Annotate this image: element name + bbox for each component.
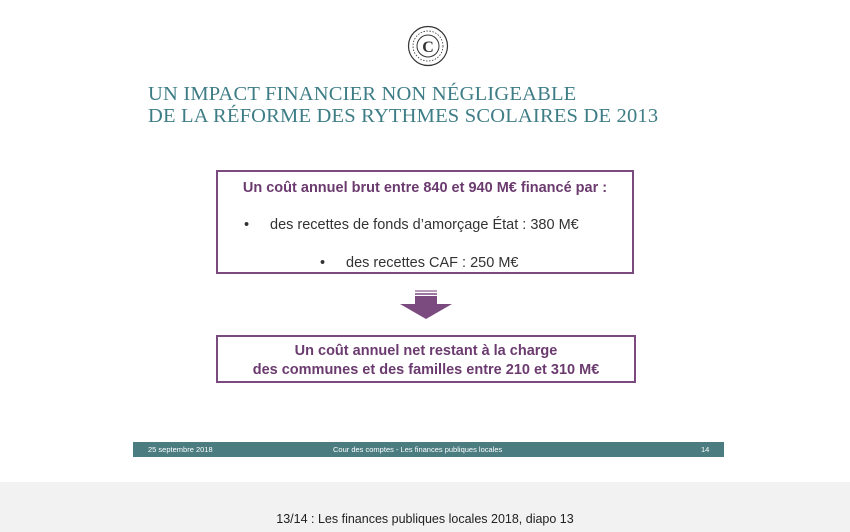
cour-des-comptes-logo <box>407 25 449 67</box>
bullet-item <box>320 255 518 271</box>
bullet-item <box>244 217 579 233</box>
net-cost-line-2: des communes et des familles entre 210 et 310 M€ <box>252 362 600 378</box>
bullet-text: des recettes CAF : 250 M€ <box>346 255 519 271</box>
footer-page-number: 14 <box>701 445 710 454</box>
caption-bar <box>0 482 850 532</box>
net-cost-line-1: Un coût annuel net restant à la charge <box>294 343 558 359</box>
slide-footer <box>133 442 724 457</box>
slide-caption: 13/14 : Les finances publiques locales 2018, diapo 13 <box>276 512 574 526</box>
slide-title <box>148 83 788 127</box>
title-line-1: UN IMPACT FINANCIER NON NÉGLIGEABLE <box>148 83 577 105</box>
net-cost-box <box>216 335 636 383</box>
gross-cost-heading: Un coût annuel brut entre 840 et 940 M€ financé par : <box>242 180 608 196</box>
bullet-dot-icon: • <box>320 255 326 271</box>
footer-center: Cour des comptes - Les finances publiques locales <box>333 445 503 454</box>
down-arrow-icon <box>396 290 456 320</box>
logo-letter: C <box>422 39 434 56</box>
title-line-2: DE LA RÉFORME DES RYTHMES SCOLAIRES DE 2013 <box>148 105 659 127</box>
bullet-dot-icon: • <box>244 217 250 233</box>
bullet-text: des recettes de fonds d’amorçage État : 380 M€ <box>270 217 579 233</box>
gross-cost-box <box>216 170 634 274</box>
footer-date: 25 septembre 2018 <box>148 445 213 454</box>
